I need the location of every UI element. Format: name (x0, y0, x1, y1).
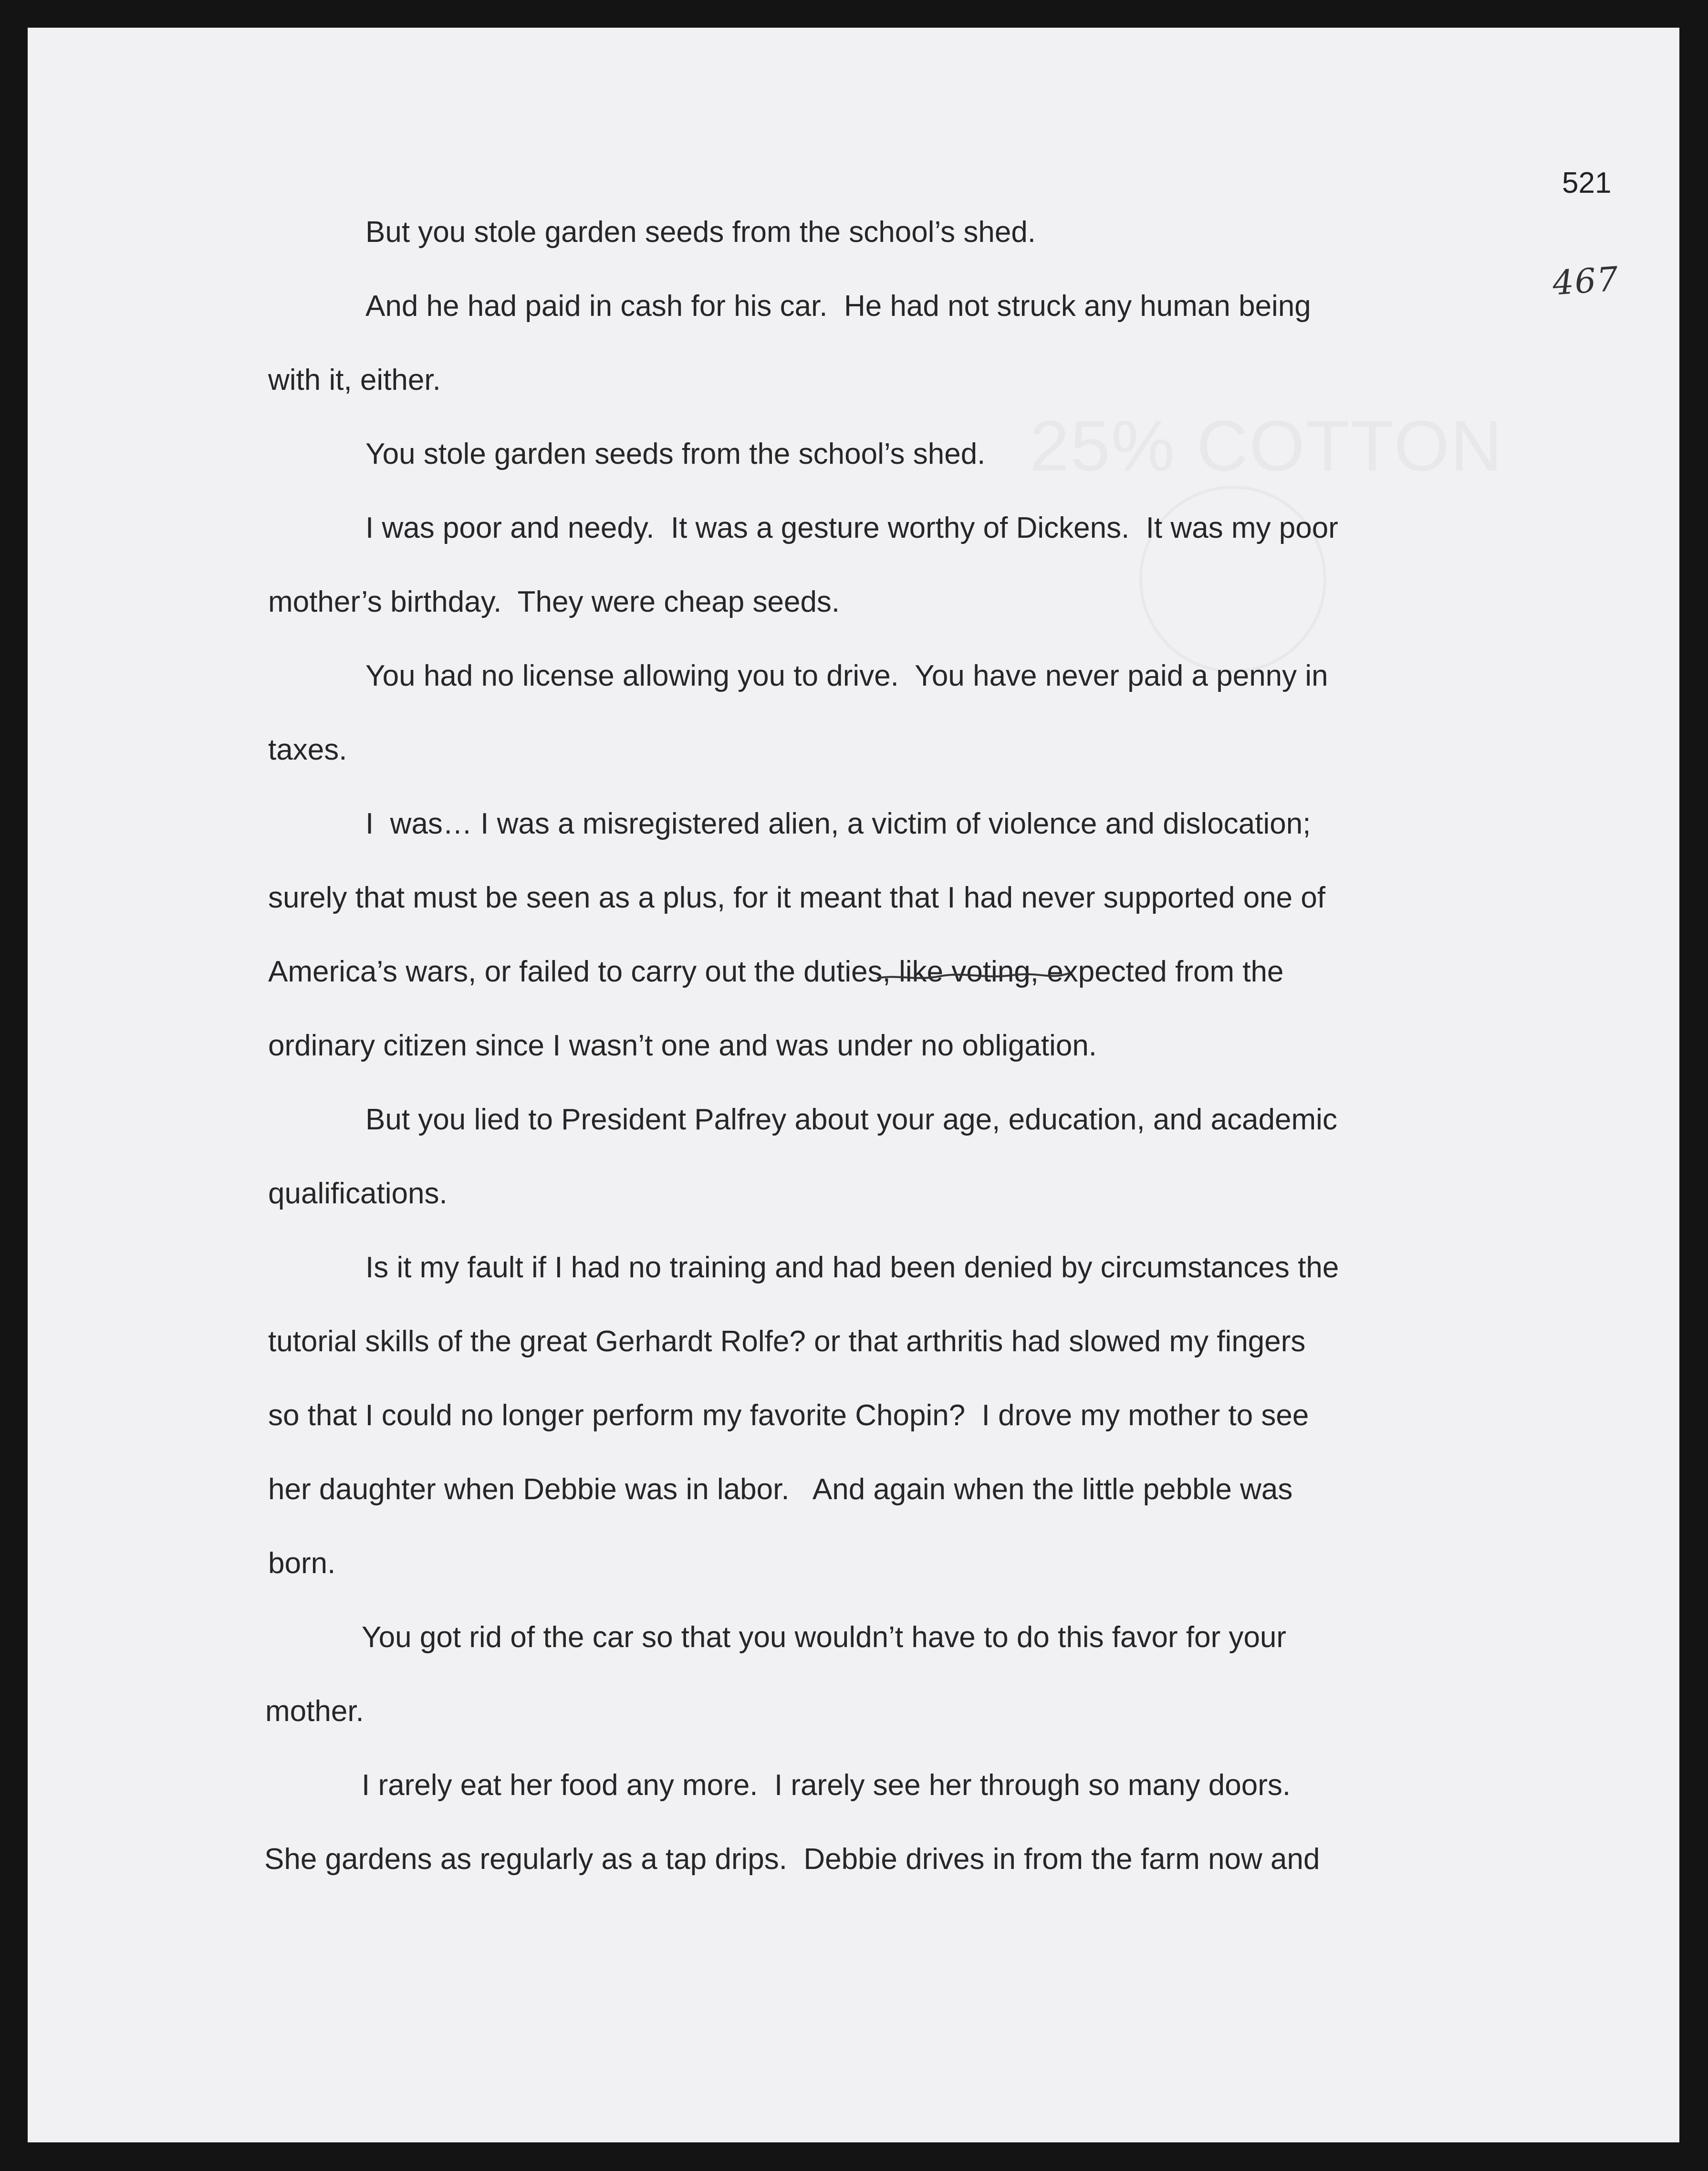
text-line: I was… I was a misregistered alien, a victim of violence and dislocation; (365, 807, 1311, 840)
text-line: ordinary citizen since I wasn’t one and was under no obligation. (268, 1029, 1097, 1062)
text-line: mother. (265, 1695, 364, 1728)
text-line (268, 957, 1284, 987)
text-line: She gardens as regularly as a tap drips. Debbie drives in from the farm now and (264, 1843, 1320, 1876)
text-line: taxes. (268, 733, 347, 766)
text-line: tutorial skills of the great Gerhardt Rolfe? or that arthritis had slowed my fingers (268, 1325, 1306, 1358)
text-line: I rarely eat her food any more. I rarely see her through so many doors. (362, 1769, 1291, 1802)
text-line: Is it my fault if I had no training and had been denied by circumstances the (365, 1251, 1339, 1284)
struck-through-text (883, 957, 1039, 987)
handwritten-page-number: 467 (1551, 259, 1621, 303)
text-line: surely that must be seen as a plus, for it meant that I had never supported one of (268, 881, 1326, 914)
text-line: mother’s birthday. They were cheap seeds. (268, 585, 840, 618)
text-segment: America’s wars, or failed to carry out the duties (268, 955, 883, 988)
text-segment: expected from the (1039, 955, 1284, 988)
text-line: I was poor and needy. It was a gesture worthy of Dickens. It was my poor (365, 511, 1338, 544)
page-number: 521 (1562, 167, 1612, 199)
paper-watermark: 25% COTTON (1030, 406, 1503, 486)
text-line: so that I could no longer perform my favorite Chopin? I drove my mother to see (268, 1399, 1309, 1432)
document-page (28, 28, 1679, 2142)
text-line: And he had paid in cash for his car. He had not struck any human being (365, 290, 1311, 323)
text-line: qualifications. (268, 1177, 448, 1210)
text-line: You had no license allowing you to drive. You have never paid a penny in (365, 659, 1328, 692)
text-line: her daughter when Debbie was in labor. And again when the little pebble was (268, 1473, 1293, 1506)
struck-text: , like voting, (882, 955, 1039, 988)
text-line: born. (268, 1547, 336, 1580)
text-line: You got rid of the car so that you wouldn’t have to do this favor for your (362, 1621, 1287, 1654)
text-line: But you stole garden seeds from the school’s shed. (365, 216, 1036, 249)
text-line: with it, either. (268, 364, 441, 397)
text-line: But you lied to President Palfrey about your age, education, and academic (365, 1103, 1337, 1136)
text-line: You stole garden seeds from the school’s shed. (365, 438, 986, 470)
handwritten-strikethrough (878, 970, 1069, 984)
